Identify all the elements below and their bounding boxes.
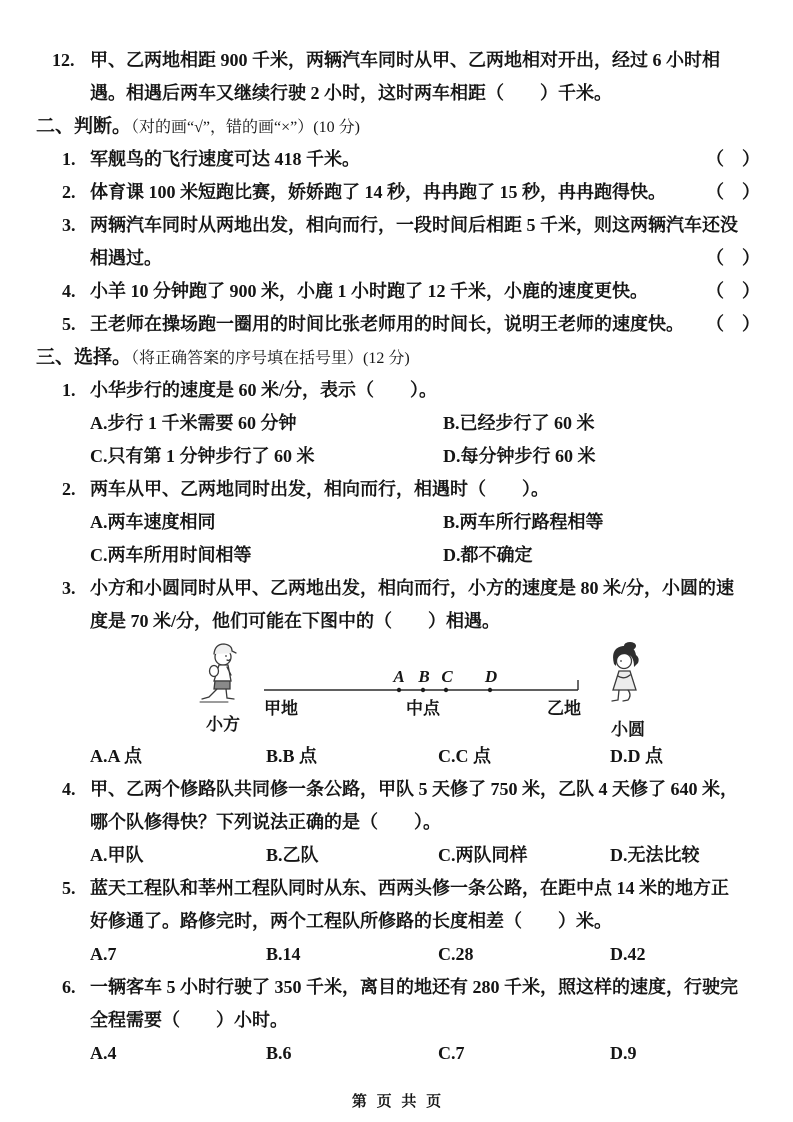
option-d: D.D 点 xyxy=(610,746,663,766)
option-b: B.6 xyxy=(266,1043,292,1063)
option-d: D.9 xyxy=(610,1043,637,1063)
answer-bracket: （ ） xyxy=(706,149,760,169)
judge-item-4 xyxy=(62,275,760,308)
item-text: 两车从甲、乙两地同时出发，相向而行，相遇时（ ）。 xyxy=(90,479,549,499)
item-number: 2. xyxy=(62,479,76,499)
choice-q3-stem-line-2: 度是 70 米/分，他们可能在下图中的（ ）相遇。 xyxy=(90,611,500,631)
choice-q3-stem-line-1 xyxy=(62,572,760,605)
item-text: 体育课 100 米短跑比赛，娇娇跑了 14 秒，冉冉跑了 15 秒，冉冉跑得快。 xyxy=(90,182,666,202)
answer-bracket: （ ） xyxy=(706,182,760,202)
option-a: A.4 xyxy=(90,1043,117,1063)
answer-bracket: （ ） xyxy=(706,248,760,268)
option-c: C.C 点 xyxy=(438,746,491,766)
girl-walking-icon xyxy=(612,642,639,701)
item-text: 军舰鸟的飞行速度可达 418 千米。 xyxy=(90,149,360,169)
choice-q2-options-row-1 xyxy=(90,506,760,539)
judge-item-2 xyxy=(62,176,760,209)
question-text: 甲、乙两地相距 900 千米，两辆汽车同时从甲、乙两地相对开出，经过 6 小时相 xyxy=(90,50,720,70)
option-b: B.14 xyxy=(266,944,301,964)
item-text: 蓝天工程队和莘州工程队同时从东、西两头修一条公路，在距中点 14 米的地方正 xyxy=(90,878,729,898)
item-number: 2. xyxy=(62,182,76,202)
option-d: D.每分钟步行 60 米 xyxy=(443,446,596,466)
judge-item-3-line-2 xyxy=(90,242,760,275)
item-number: 4. xyxy=(62,779,76,799)
item-number: 6. xyxy=(62,977,76,997)
judge-item-3-line-1 xyxy=(62,209,760,242)
option-c: C.只有第 1 分钟步行了 60 米 xyxy=(90,446,315,466)
girl-label: 小圆 xyxy=(611,720,645,739)
section-judge-header xyxy=(36,110,760,143)
boy-label: 小方 xyxy=(206,715,240,734)
option-a: A.甲队 xyxy=(90,845,144,865)
item-text: 王老师在操场跑一圈用的时间比张老师用的时间长，说明王老师的速度快。 xyxy=(90,314,684,334)
judge-item-1 xyxy=(62,143,760,176)
choice-q2-stem xyxy=(62,473,760,506)
item-number: 5. xyxy=(62,314,76,334)
choice-q5-options-row xyxy=(90,938,760,971)
item-number: 5. xyxy=(62,878,76,898)
question-12-line-1 xyxy=(52,44,760,77)
option-c: C.两车所用时间相等 xyxy=(90,545,252,565)
choice-q6-stem-line-2: 全程需要（ ）小时。 xyxy=(90,1010,288,1030)
choice-q1-stem xyxy=(62,374,760,407)
choice-q1-options-row-1 xyxy=(90,407,760,440)
option-d: D.无法比较 xyxy=(610,845,700,865)
question-number: 12. xyxy=(52,50,75,70)
answer-bracket: （ ） xyxy=(706,314,760,334)
choice-q1-options-row-2 xyxy=(90,440,760,473)
choice-q4-stem-line-2: 哪个队修得快？下列说法正确的是（ ）。 xyxy=(90,812,441,832)
option-c: C.两队同样 xyxy=(438,845,528,865)
point-b-label: B xyxy=(418,667,430,686)
section-note: （将正确答案的序号填在括号里） xyxy=(131,350,364,367)
option-b: B.B 点 xyxy=(266,746,318,766)
choice-q6-options-row xyxy=(90,1037,760,1070)
option-c: C.7 xyxy=(438,1043,465,1063)
choice-q4-options-row xyxy=(90,839,760,872)
option-b: B.已经步行了 60 米 xyxy=(443,413,595,433)
item-text: 相遇过。 xyxy=(90,248,162,268)
option-a: A.两车速度相同 xyxy=(90,512,216,532)
point-d-label: D xyxy=(484,667,498,686)
point-a-label: A xyxy=(393,667,405,686)
section-score: (10 分) xyxy=(313,119,360,136)
question-12-line-2: 遇。相遇后两车又继续行驶 2 小时，这时两车相距（ ）千米。 xyxy=(90,83,612,103)
point-c-label: C xyxy=(441,667,453,686)
section-score: (12 分) xyxy=(363,350,410,367)
item-number: 1. xyxy=(62,149,76,169)
choice-q5-stem-line-1 xyxy=(62,872,760,905)
end-label: 乙地 xyxy=(547,699,581,718)
boy-walking-icon xyxy=(200,644,236,702)
section-title: 二、判断。 xyxy=(36,116,132,137)
item-text: 小方和小圆同时从甲、乙两地出发，相向而行，小方的速度是 80 米/分，小圆的速 xyxy=(90,578,734,598)
section-note: （对的画“√”，错的画“×”） xyxy=(131,119,314,136)
option-a: A.步行 1 千米需要 60 分钟 xyxy=(90,413,297,433)
item-text: 小羊 10 分钟跑了 900 米，小鹿 1 小时跑了 12 千米，小鹿的速度更快。 xyxy=(90,281,648,301)
meeting-point-diagram xyxy=(196,638,671,740)
choice-q4-stem-line-1 xyxy=(62,773,760,806)
option-d: D.都不确定 xyxy=(443,545,533,565)
item-number: 1. xyxy=(62,380,76,400)
section-choice-header xyxy=(36,341,760,374)
option-b: B.乙队 xyxy=(266,845,319,865)
page-footer: 第 页 共 页 xyxy=(351,1094,445,1110)
choice-q2-options-row-2 xyxy=(90,539,760,572)
option-d: D.42 xyxy=(610,944,646,964)
answer-bracket: （ ） xyxy=(706,281,760,301)
item-text: 一辆客车 5 小时行驶了 350 千米，离目的地还有 280 千米，照这样的速度，行驶完 xyxy=(90,977,738,997)
item-text: 两辆汽车同时从两地出发，相向而行，一段时间后相距 5 千米，则这两辆汽车还没 xyxy=(90,215,738,235)
choice-q5-stem-line-2: 好修通了。路修完时，两个工程队所修路的长度相差（ ）米。 xyxy=(90,911,612,931)
start-label: 甲地 xyxy=(264,699,298,718)
item-number: 3. xyxy=(62,578,76,598)
item-text: 小华步行的速度是 60 米/分，表示（ ）。 xyxy=(90,380,437,400)
choice-q3-options-row xyxy=(90,740,760,773)
option-a: A.A 点 xyxy=(90,746,143,766)
item-number: 3. xyxy=(62,215,76,235)
section-title: 三、选择。 xyxy=(36,347,132,368)
item-number: 4. xyxy=(62,281,76,301)
option-a: A.7 xyxy=(90,944,117,964)
option-c: C.28 xyxy=(438,944,474,964)
diagram-canvas xyxy=(196,638,671,740)
item-text: 甲、乙两个修路队共同修一条公路，甲队 5 天修了 750 米，乙队 4 天修了 640 米， xyxy=(90,779,738,799)
option-b: B.两车所行路程相等 xyxy=(443,512,604,532)
mid-label: 中点 xyxy=(406,699,440,718)
judge-item-5 xyxy=(62,308,760,341)
choice-q6-stem-line-1 xyxy=(62,971,760,1004)
